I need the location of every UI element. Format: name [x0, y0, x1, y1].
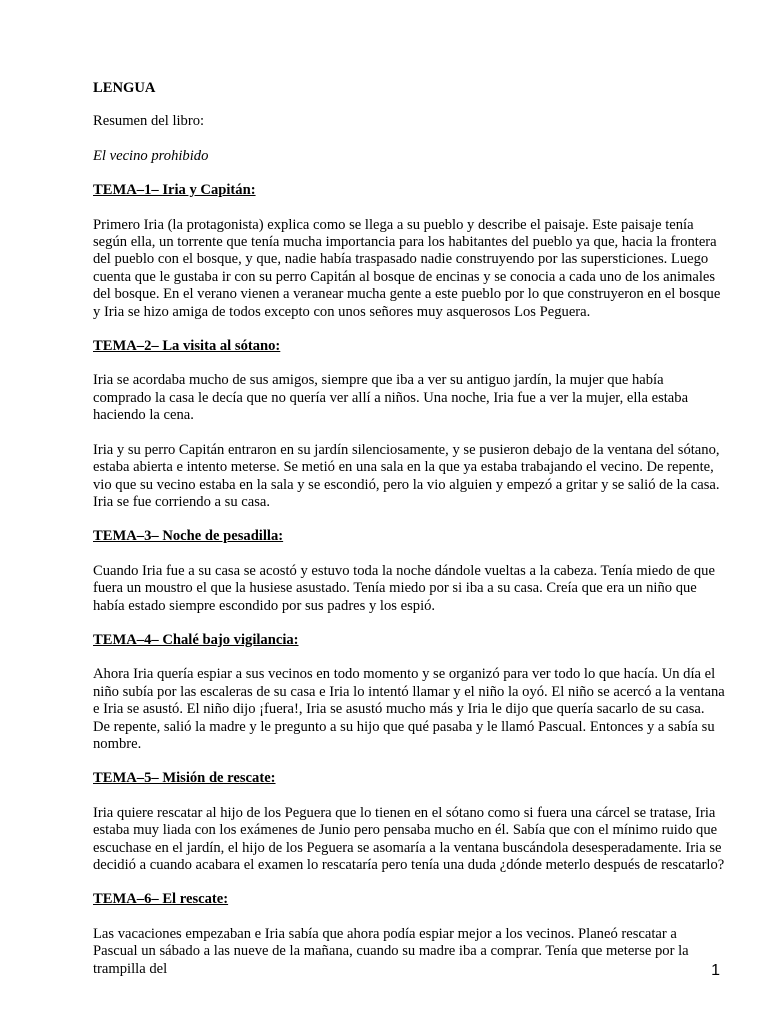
section-paragraph: Iria y su perro Capitán entraron en su jardín silenciosamente, y se pusieron debajo de la ventana del sótano, estaba abierta e intento meterse. Se metió en una sala en la que ya estaba trabajando el vecino. De repente, vio que su vecino estaba en la sala y se escondió, pero la vio alguien y empezó a gritar y se salió de la casa. Iria se fue corriendo a su casa. — [93, 441, 720, 510]
page-number: 1 — [711, 962, 720, 979]
document-page — [93, 80, 725, 995]
section-2 — [93, 338, 725, 511]
section-paragraph: Primero Iria (la protagonista) explica como se llega a su pueblo y describe el paisaje. Este paisaje tenía según ella, un torrente que tenía mucha importancia para los habitantes del pueblo ya que, hacia la frontera del pueblo con el bosque, y que, nadie había traspasado nadie construyendo por las supersticiones. Luego cuenta que le gustaba ir con su perro Capitán al bosque de encinas y se conocia a cada uno de los animales del bosque. En el verano vienen a veranear mucha gente a este pueblo por lo que construyeron en el bosque y Iria se hizo amiga de todos excepto con unos señores muy asquerosos Los Peguera. — [93, 216, 721, 320]
section-title: TEMA–5– Misión de rescate: — [93, 770, 276, 787]
section-title: TEMA–4– Chalé bajo vigilancia: — [93, 631, 299, 648]
section-5 — [93, 770, 725, 874]
section-title: TEMA–6– El rescate: — [93, 891, 229, 908]
section-paragraph: Iria quiere rescatar al hijo de los Peguera que lo tienen en el sótano como si fuera una cárcel se tratase, Iria estaba muy liada con los exámenes de Junio pero pensaba mucho en él. Sabía que con el mínimo ruido que escuchase en el jardín, el hijo de los Peguera se asomaría a la ventana buscándola desesperadamente. Iria se decidió a cuando acabara el examen lo rescataría pero tenía una duda ¿dónde meterlo después de rescatarlo? — [93, 804, 725, 873]
document-heading: LENGUA — [93, 80, 156, 96]
section-paragraph: Iria se acordaba mucho de sus amigos, siempre que iba a ver su antiguo jardín, la mujer que había comprado la casa le decía que no quería ver allí a niños. Una noche, Iria fue a ver la mujer, ella estaba haciendo la cena. — [93, 372, 689, 424]
section-title: TEMA–2– La visita al sótano: — [93, 338, 281, 355]
section-3 — [93, 528, 725, 615]
section-4 — [93, 632, 725, 753]
section-6 — [93, 891, 725, 978]
section-paragraph: Ahora Iria quería espiar a sus vecinos en todo momento y se organizó para ver todo lo que hacía. Un día el niño subía por las escaleras de su casa e Iria lo intentó llamar y el niño la oyó. El niño se acercó a la ventana e Iria se asustó. El niño dijo ¡fuera!, Iria se asustó mucho más y Iria le dijo que quería sacarlo de su casa. De repente, salió la madre y le pregunto a su hijo que qué pasaba y le llamó Pascual. Entonces y a sabía su nombre. — [93, 666, 725, 752]
section-title: TEMA–1– Iria y Capitán: — [93, 182, 256, 199]
section-1 — [93, 182, 725, 321]
section-title: TEMA–3– Noche de pesadilla: — [93, 528, 284, 545]
document-subtitle: Resumen del libro: — [93, 113, 205, 130]
section-paragraph: Las vacaciones empezaban e Iria sabía que ahora podía espiar mejor a los vecinos. Planeó rescatar a Pascual un sábado a las nueve de la mañana, cuando su madre iba a comprar. Tenía que meterse por la trampilla del — [93, 925, 689, 977]
book-title: El vecino prohibido — [93, 147, 209, 164]
section-paragraph: Cuando Iria fue a su casa se acostó y estuvo toda la noche dándole vueltas a la cabeza. Tenía miedo de que fuera un moustro el que la husiese asustado. Tenía miedo por si iba a su casa. Creía que era un niño que había estado siempre escondido por sus padres y los espió. — [93, 562, 715, 614]
